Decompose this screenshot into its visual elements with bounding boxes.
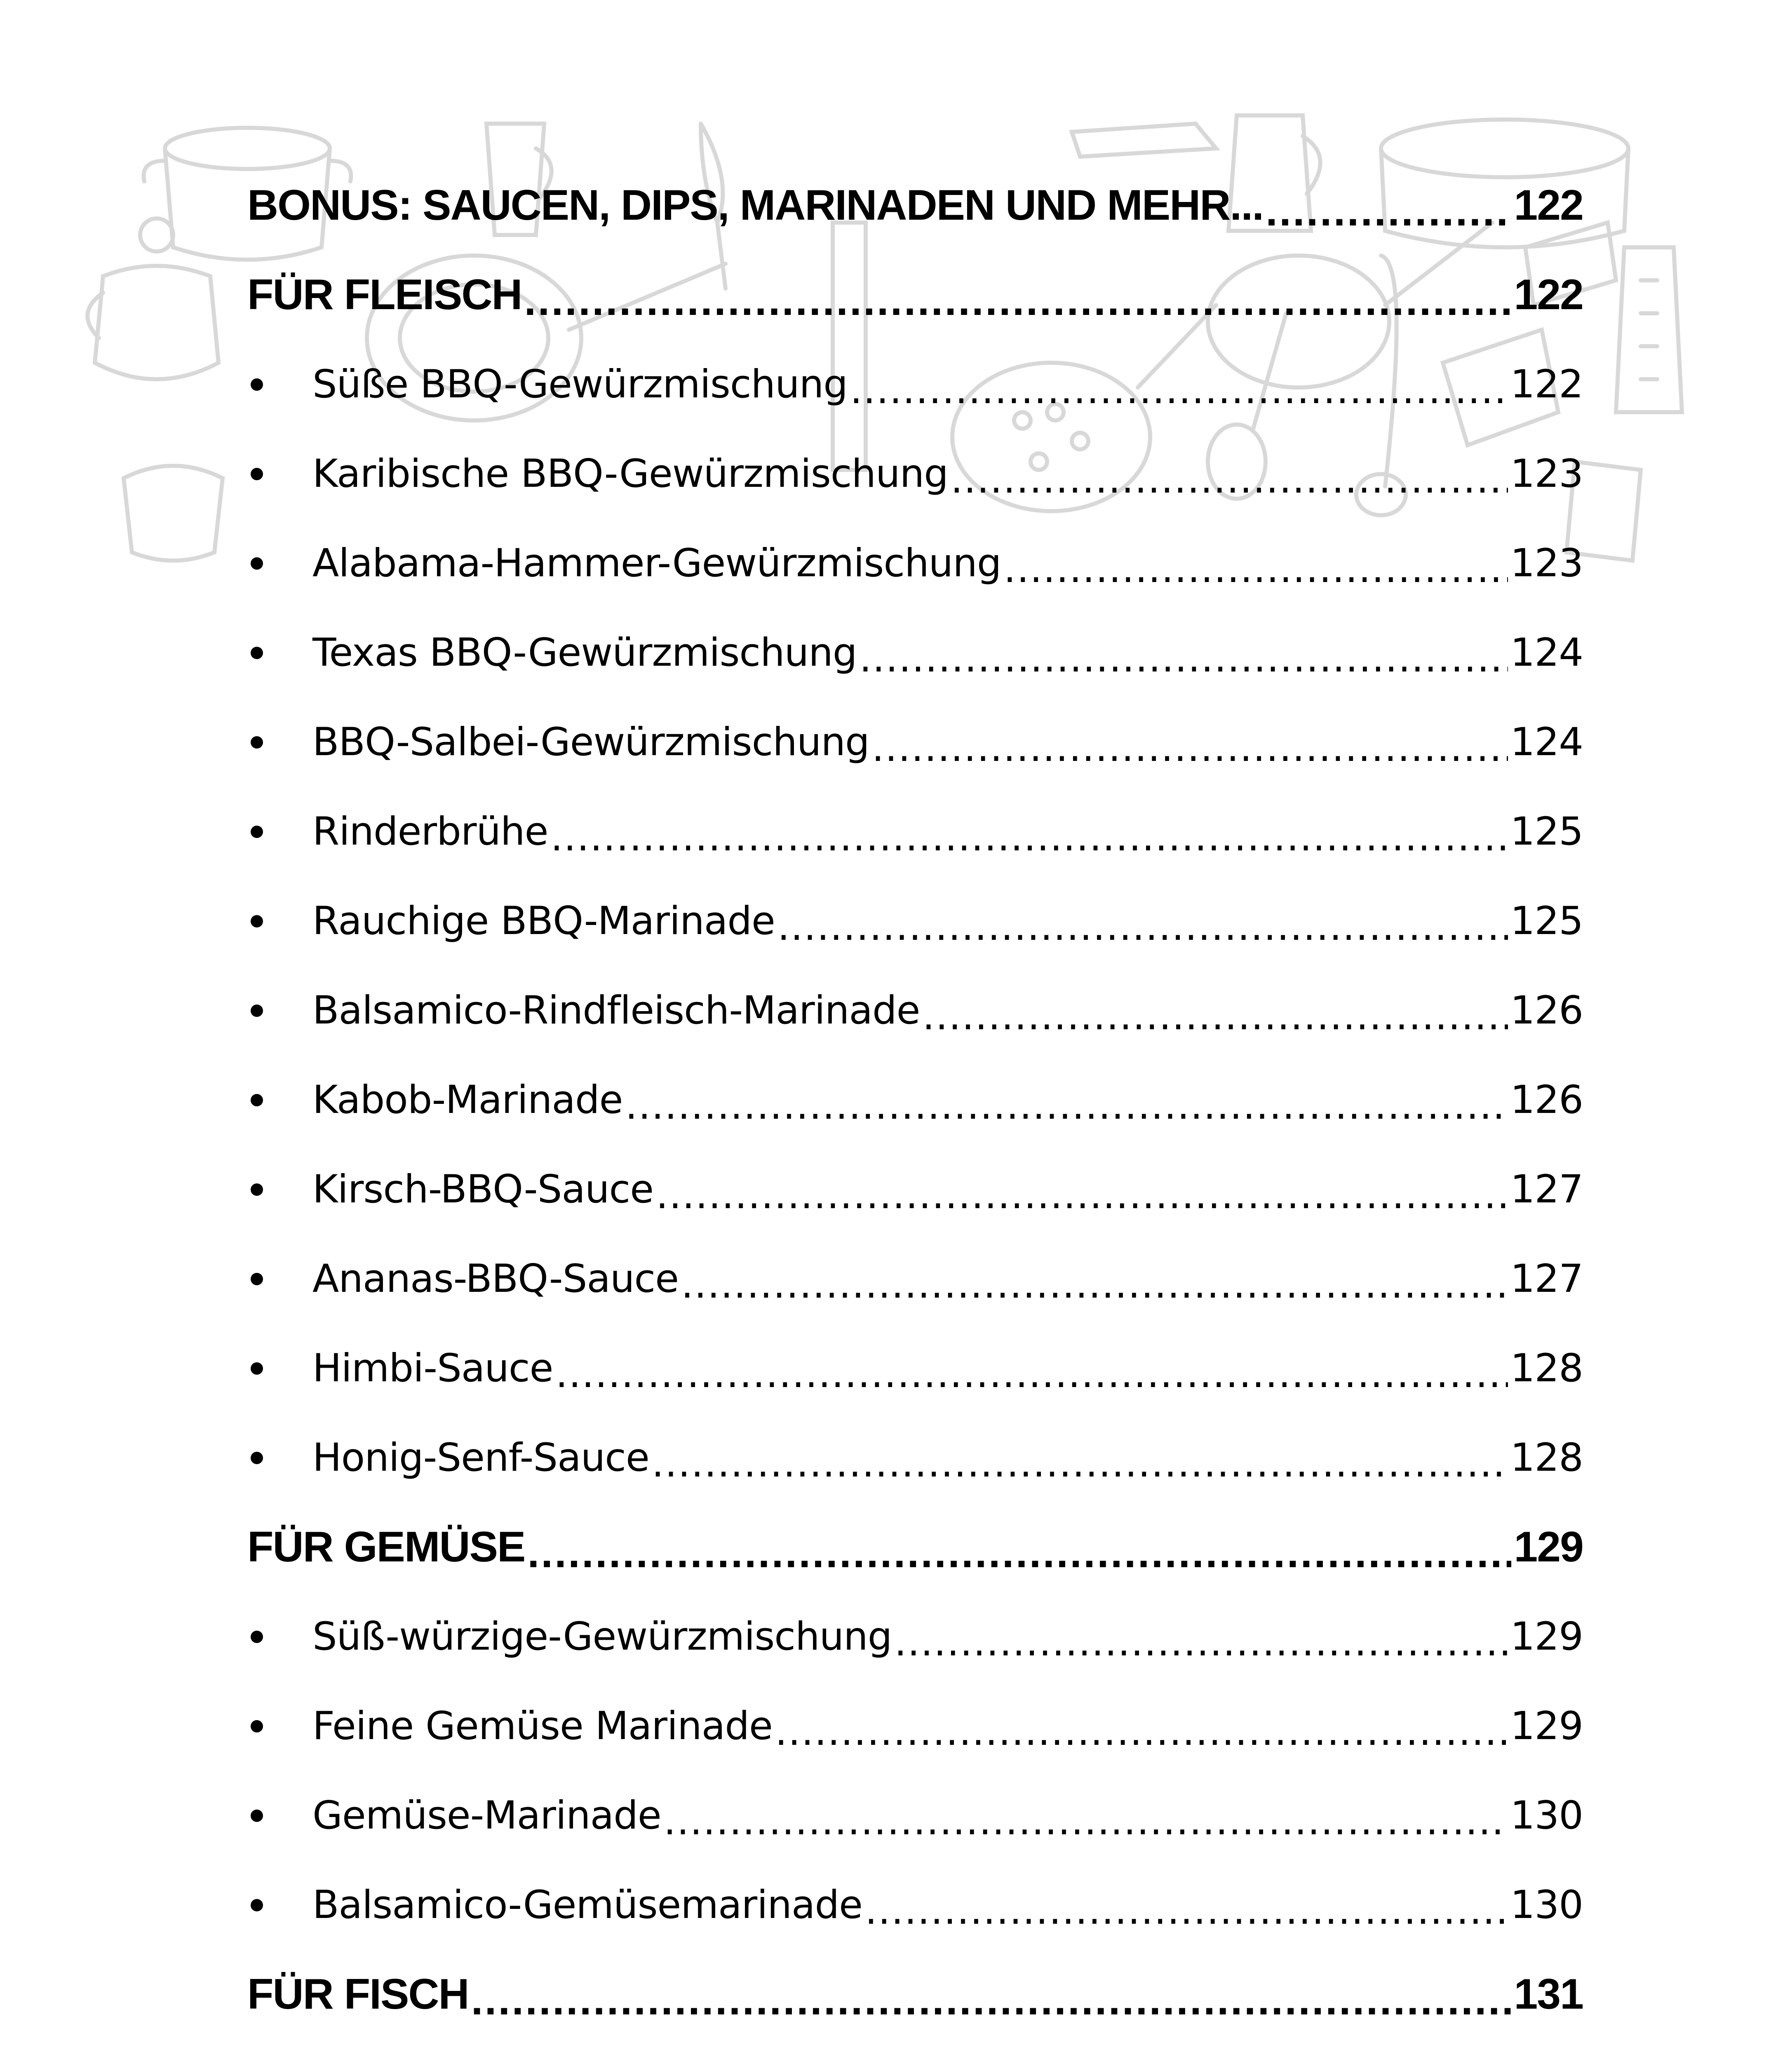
- bullet-icon: [247, 826, 312, 838]
- dot-leader: [777, 904, 1508, 949]
- toc-entry[interactable]: [247, 966, 1583, 1055]
- toc-entry-title: FÜR FLEISCH: [247, 271, 522, 319]
- bullet-icon: [247, 1362, 312, 1375]
- toc-entry[interactable]: [247, 1681, 1583, 1771]
- toc-page-number: 129: [1510, 1614, 1583, 1659]
- bullet-icon: [247, 915, 312, 927]
- toc-section-heading[interactable]: [247, 161, 1583, 250]
- toc-entry-title: BONUS: SAUCEN, DIPS, MARINADEN UND MEHR...: [247, 181, 1264, 229]
- bullet-icon: [247, 1452, 312, 1464]
- toc-entry[interactable]: [247, 1234, 1583, 1324]
- toc-page-number: 126: [1510, 1077, 1583, 1122]
- knife-icon: [1072, 124, 1216, 157]
- toc-page-number: 125: [1510, 809, 1583, 854]
- bullet-icon: [247, 1094, 312, 1106]
- toc-entry-title: Himbi-Sauce: [312, 1346, 553, 1391]
- toc-section-heading[interactable]: [247, 1502, 1583, 1592]
- table-of-contents: [247, 161, 1583, 2061]
- bullet-icon: [247, 468, 312, 480]
- bullet-icon: [247, 1183, 312, 1196]
- toc-entry-title: Kirsch-BBQ-Sauce: [312, 1167, 654, 1212]
- toc-entry[interactable]: [247, 1592, 1583, 1681]
- toc-entry[interactable]: [247, 608, 1583, 697]
- dot-leader: [775, 1709, 1508, 1754]
- toc-entry[interactable]: [247, 429, 1583, 519]
- toc-entry-title: Gemüse-Marinade: [312, 1793, 661, 1838]
- toc-entry[interactable]: [247, 1413, 1583, 1502]
- toc-entry-title: FÜR GEMÜSE: [247, 1523, 525, 1571]
- toc-entry-title: FÜR FISCH: [247, 1970, 469, 2018]
- toc-entry[interactable]: [247, 1055, 1583, 1145]
- toc-entry-title: Texas BBQ-Gewürzmischung: [312, 630, 857, 675]
- dot-leader: [555, 1352, 1508, 1397]
- toc-entry[interactable]: [247, 340, 1583, 429]
- dot-leader: [524, 276, 1512, 325]
- dot-leader: [664, 1799, 1508, 1844]
- toc-entry-title: Rinderbrühe: [312, 809, 548, 854]
- toc-page-number: 122: [1514, 271, 1583, 319]
- dot-leader: [550, 815, 1508, 860]
- dot-leader: [922, 994, 1508, 1039]
- sugar-bowl-icon: [87, 218, 218, 379]
- dot-leader: [894, 1620, 1508, 1665]
- toc-entry-title: Karibische BBQ-Gewürzmischung: [312, 451, 948, 496]
- toc-entry-title: BBQ-Salbei-Gewürzmischung: [312, 720, 869, 765]
- toc-page-number: 130: [1510, 1793, 1583, 1838]
- toc-entry-title: Süß-würzige-Gewürzmischung: [312, 1614, 892, 1659]
- cooking-pot-icon: [124, 466, 223, 561]
- toc-page-number: 129: [1514, 1523, 1583, 1571]
- bullet-icon: [247, 736, 312, 749]
- toc-entry[interactable]: [247, 2039, 1583, 2061]
- toc-section-heading[interactable]: [247, 1950, 1583, 2039]
- bullet-icon: [247, 1810, 312, 1822]
- toc-page-number: 128: [1510, 1435, 1583, 1480]
- dot-leader: [652, 1441, 1508, 1486]
- bullet-icon: [247, 1273, 312, 1285]
- bullet-icon: [247, 557, 312, 570]
- toc-page-number: 122: [1514, 181, 1583, 229]
- toc-entry[interactable]: [247, 519, 1583, 608]
- dot-leader: [850, 368, 1508, 413]
- bullet-icon: [247, 1005, 312, 1017]
- dot-leader: [656, 1173, 1508, 1218]
- toc-entry-title: Kabob-Marinade: [312, 1077, 623, 1122]
- toc-entry[interactable]: [247, 1324, 1583, 1413]
- toc-page-number: 127: [1510, 1167, 1583, 1212]
- dot-leader: [865, 1888, 1508, 1933]
- dot-leader: [872, 725, 1508, 770]
- bullet-icon: [247, 378, 312, 391]
- dot-leader: [681, 1262, 1508, 1307]
- bullet-icon: [247, 1899, 312, 1911]
- toc-page-number: 131: [1514, 1970, 1583, 2018]
- dot-leader: [951, 457, 1508, 502]
- bullet-icon: [247, 1720, 312, 1732]
- toc-page-number: 123: [1510, 451, 1583, 496]
- dot-leader: [625, 1083, 1508, 1128]
- toc-page-number: 126: [1510, 988, 1583, 1033]
- dot-leader: [527, 1528, 1511, 1577]
- toc-page-number: 125: [1510, 899, 1583, 944]
- bullet-icon: [247, 647, 312, 659]
- toc-section-heading[interactable]: [247, 250, 1583, 340]
- toc-entry[interactable]: [247, 876, 1583, 966]
- toc-page-number: 130: [1510, 1883, 1583, 1927]
- toc-page-number: 127: [1510, 1256, 1583, 1301]
- toc-entry-title: Süße BBQ-Gewürzmischung: [312, 362, 848, 407]
- bullet-icon: [247, 1631, 312, 1643]
- grater-icon: [1616, 247, 1682, 412]
- toc-entry-title: Honig-Senf-Sauce: [312, 1435, 649, 1480]
- toc-page-number: 123: [1510, 541, 1583, 586]
- dot-leader: [1266, 187, 1511, 236]
- toc-entry[interactable]: [247, 1145, 1583, 1234]
- toc-entry[interactable]: [247, 1771, 1583, 1860]
- toc-entry-title: Balsamico-Gemüsemarinade: [312, 1883, 862, 1927]
- dot-leader: [1003, 547, 1508, 592]
- toc-page-number: 124: [1510, 630, 1583, 675]
- toc-entry[interactable]: [247, 1860, 1583, 1950]
- toc-page-number: 124: [1510, 720, 1583, 765]
- toc-entry-title: Balsamico-Rindfleisch-Marinade: [312, 988, 920, 1033]
- toc-page-number: 128: [1510, 1346, 1583, 1391]
- toc-entry-title: Alabama-Hammer-Gewürzmischung: [312, 541, 1001, 586]
- toc-entry-title: Rauchige BBQ-Marinade: [312, 899, 775, 944]
- toc-page-number: 122: [1510, 362, 1583, 407]
- dot-leader: [860, 636, 1508, 681]
- toc-entry-title: Ananas-BBQ-Sauce: [312, 1256, 679, 1301]
- toc-entry[interactable]: [247, 787, 1583, 876]
- dot-leader: [471, 1976, 1512, 2025]
- toc-entry[interactable]: [247, 697, 1583, 787]
- toc-page-number: 129: [1510, 1704, 1583, 1749]
- toc-entry-title: Feine Gemüse Marinade: [312, 1704, 773, 1749]
